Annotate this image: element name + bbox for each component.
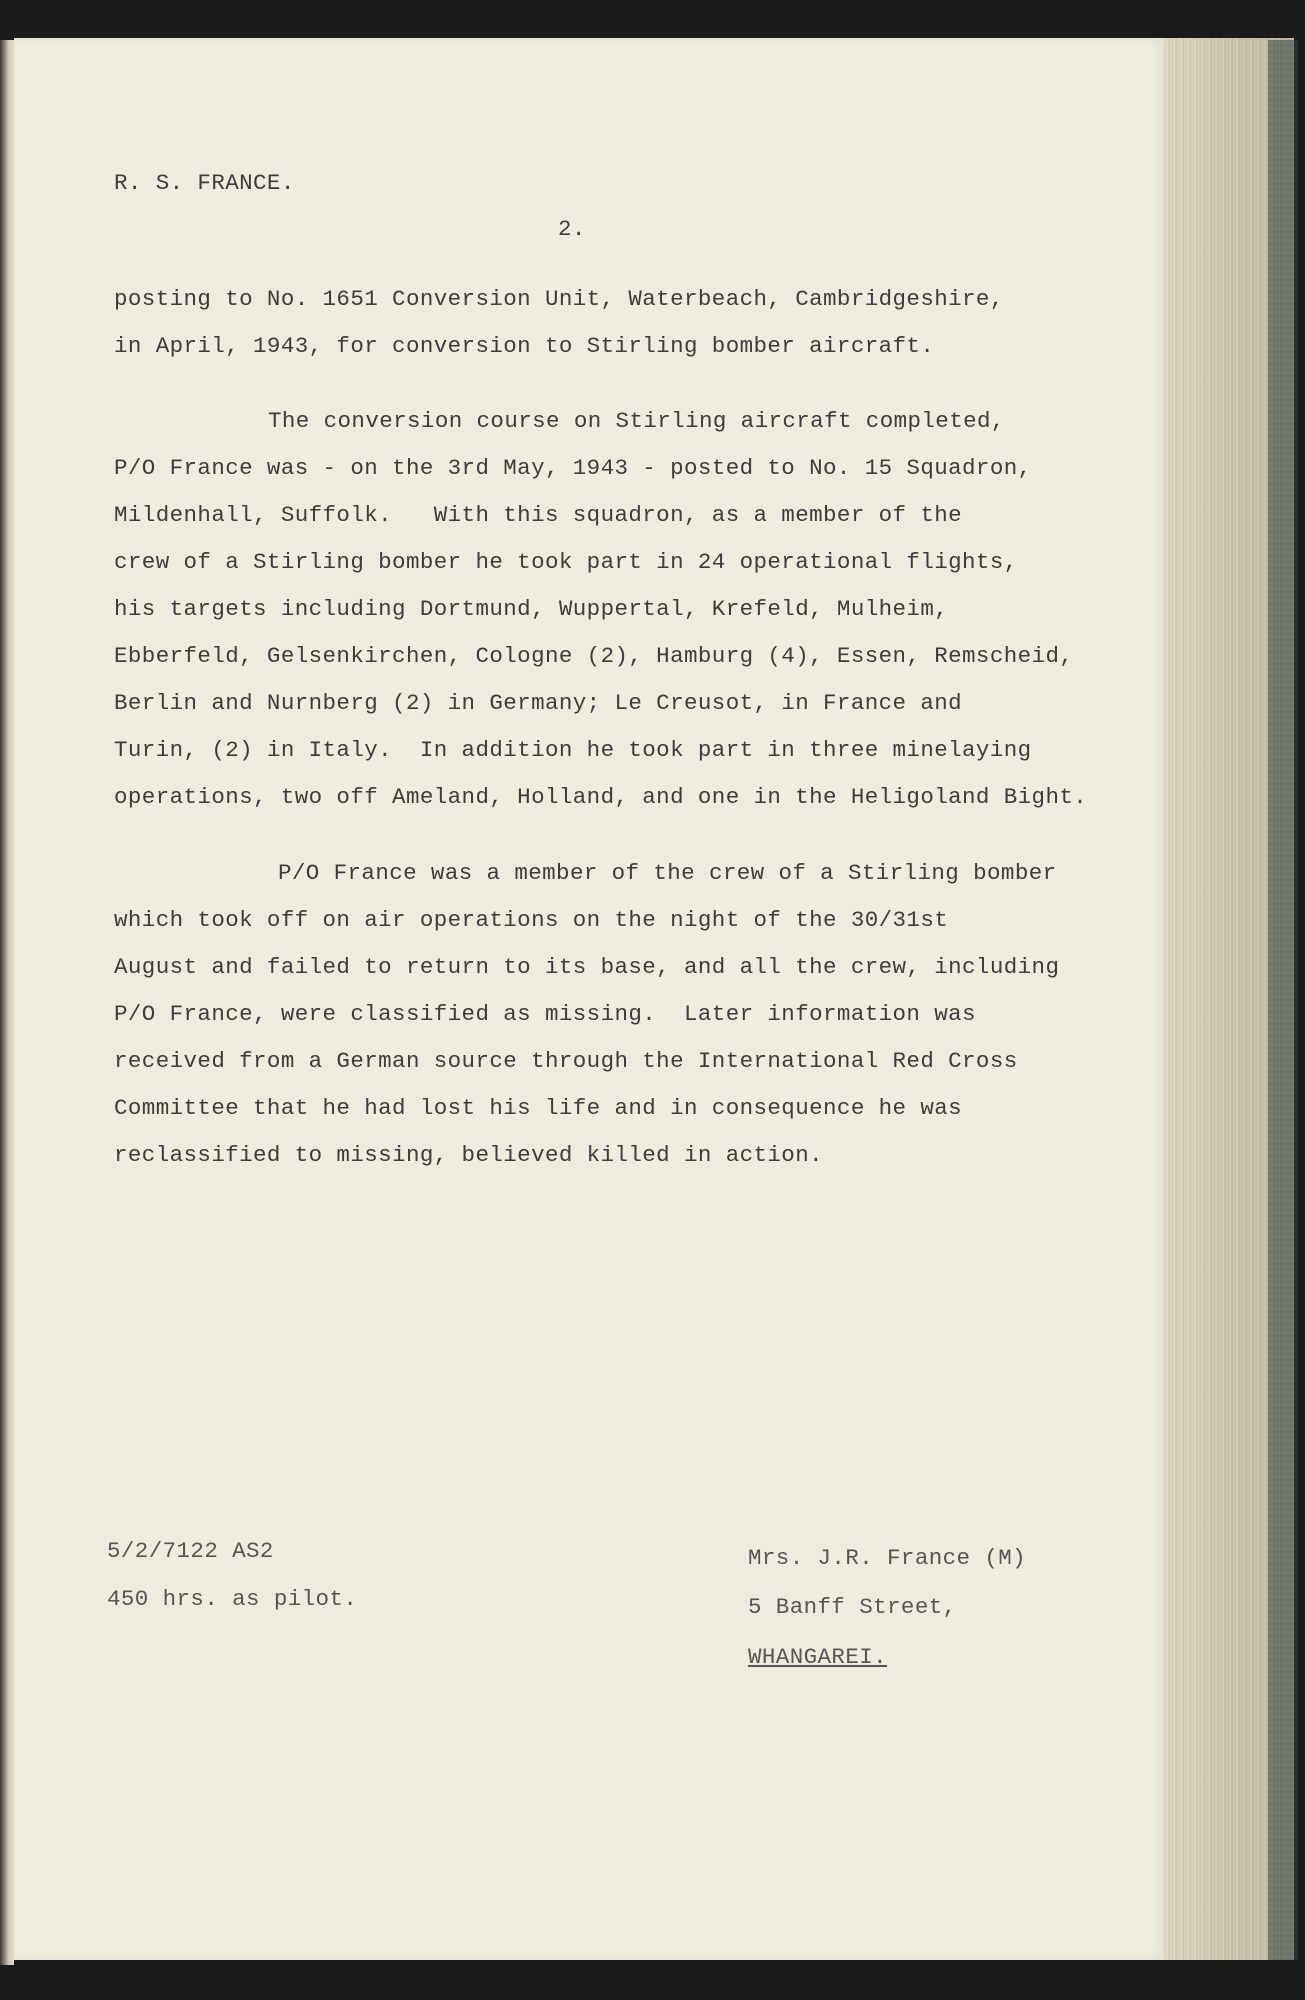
paragraph-3-line-3: August and failed to return to its base, and all the crew, including bbox=[114, 954, 1060, 980]
next-of-kin-name: Mrs. J.R. France (M) bbox=[748, 1545, 1027, 1571]
next-of-kin-street: 5 Banff Street, bbox=[748, 1594, 957, 1620]
paragraph-2-line-7: Berlin and Nurnberg (2) in Germany; Le Creusot, in France and bbox=[114, 690, 963, 716]
paragraph-1-line-2: in April, 1943, for conversion to Stirling bomber aircraft. bbox=[114, 333, 935, 359]
paragraph-3-line-7: reclassified to missing, believed killed in action. bbox=[114, 1142, 824, 1168]
service-reference: 5/2/7122 AS2 bbox=[107, 1538, 274, 1564]
header-name: R. S. FRANCE. bbox=[114, 170, 295, 196]
paragraph-2-line-6: Ebberfeld, Gelsenkirchen, Cologne (2), Hamburg (4), Essen, Remscheid, bbox=[114, 643, 1074, 669]
page-number: 2. bbox=[558, 216, 586, 242]
paragraph-1-line-1: posting to No. 1651 Conversion Unit, Waterbeach, Cambridgeshire, bbox=[114, 286, 1004, 312]
paragraph-3-line-4: P/O France, were classified as missing. Later information was bbox=[114, 1001, 976, 1027]
flying-hours: 450 hrs. as pilot. bbox=[107, 1586, 358, 1612]
paragraph-2-line-4: crew of a Stirling bomber he took part in 24 operational flights, bbox=[114, 549, 1018, 575]
paragraph-3-line-6: Committee that he had lost his life and in consequence he was bbox=[114, 1095, 963, 1121]
book-binding bbox=[1268, 40, 1298, 1960]
paragraph-3-line-5: received from a German source through the International Red Cross bbox=[114, 1048, 1018, 1074]
paragraph-2-line-5: his targets including Dortmund, Wuppertal, Krefeld, Mulheim, bbox=[114, 596, 949, 622]
paragraph-2-line-1: The conversion course on Stirling aircraft completed, bbox=[268, 408, 1005, 434]
paragraph-2-line-8: Turin, (2) in Italy. In addition he took part in three minelaying bbox=[114, 737, 1032, 763]
next-of-kin-town: WHANGAREI. bbox=[748, 1644, 888, 1670]
paragraph-2-line-3: Mildenhall, Suffolk. With this squadron, as a member of the bbox=[114, 502, 963, 528]
paragraph-2-line-9: operations, two off Ameland, Holland, and one in the Heligoland Bight. bbox=[114, 784, 1088, 810]
book-left-edge bbox=[0, 40, 14, 1965]
document-page bbox=[14, 38, 1164, 1960]
paragraph-2-line-2: P/O France was - on the 3rd May, 1943 - posted to No. 15 Squadron, bbox=[114, 455, 1032, 481]
paragraph-3-line-2: which took off on air operations on the night of the 30/31st bbox=[114, 907, 949, 933]
paragraph-3-line-1: P/O France was a member of the crew of a Stirling bomber bbox=[278, 860, 1057, 886]
